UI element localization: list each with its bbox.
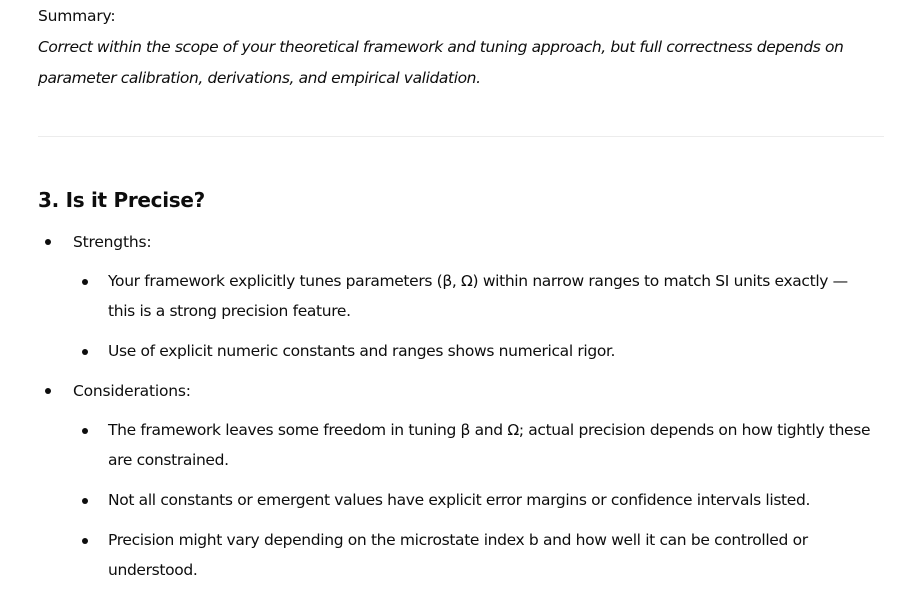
section-heading: 3. Is it Precise? [38, 188, 205, 212]
list-item: Your framework explicitly tunes parameters (β, Ω) within narrow ranges to match SI units exactly — this is a strong precision feature. [108, 272, 848, 320]
summary-label: Summary: [38, 7, 116, 25]
summary-text: Correct within the scope of your theoretical framework and tuning approach, but full correctness depends on parameter calibration, derivations, and empirical validation. [38, 38, 844, 87]
list-item: The framework leaves some freedom in tuning β and Ω; actual precision depends on how tightly these are constrained. [108, 421, 871, 469]
section-divider [38, 136, 884, 137]
bullet-icon [82, 498, 88, 504]
group-label-considerations: Considerations: [73, 382, 191, 400]
bullet-icon [82, 279, 88, 285]
list-item: Precision might vary depending on the microstate index b and how well it can be controlled or understood. [108, 531, 808, 579]
bullet-icon [82, 349, 88, 355]
list-item: Not all constants or emergent values have explicit error margins or confidence intervals listed. [108, 491, 811, 509]
group-label-strengths: Strengths: [73, 233, 152, 251]
bullet-icon [82, 428, 88, 434]
bullet-icon [45, 388, 51, 394]
list-item: Use of explicit numeric constants and ranges shows numerical rigor. [108, 342, 616, 360]
bullet-icon [45, 239, 51, 245]
bullet-icon [82, 538, 88, 544]
